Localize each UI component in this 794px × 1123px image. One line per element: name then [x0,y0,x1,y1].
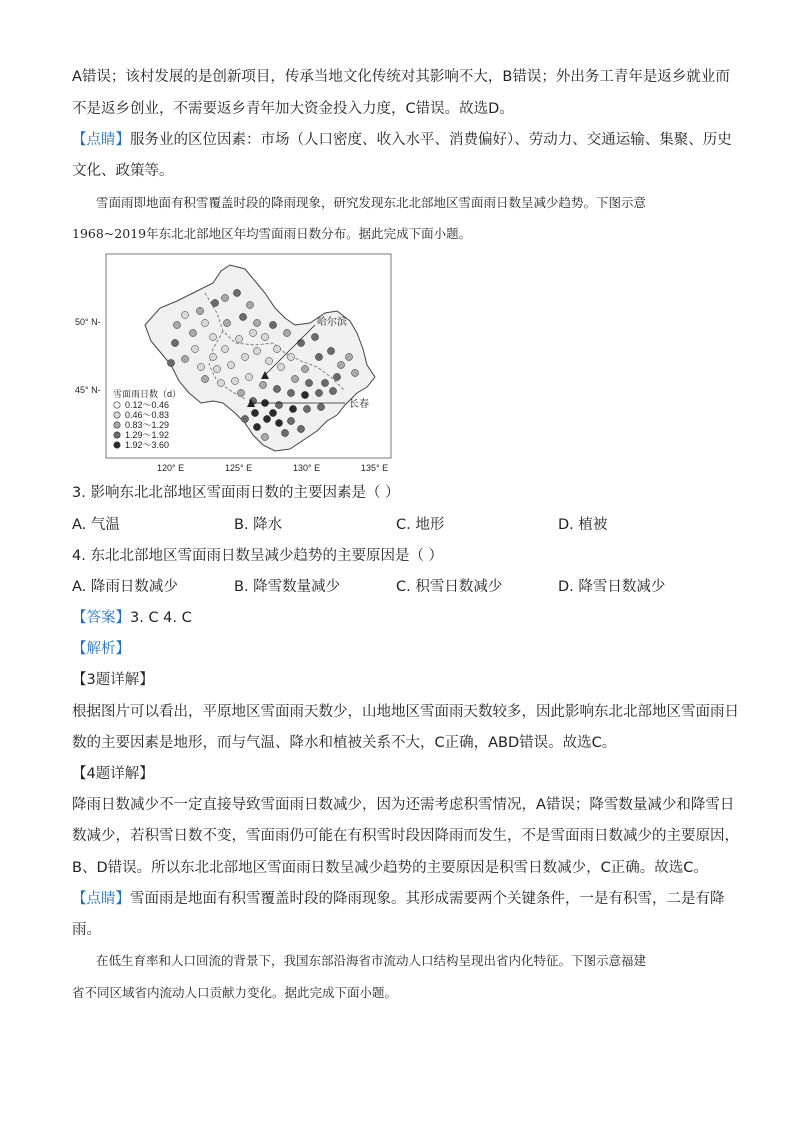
station-marker [223,319,230,326]
q4-option-d[interactable]: D. 降雪日数减少 [558,579,666,595]
station-marker [327,347,334,354]
text-line: 降雨日数减少不一定直接导致雪面雨日数减少，因为还需考虑积雪情况，A错误；降雪数量减少和降雪日 [72,797,735,813]
station-marker [253,423,260,430]
station-marker [261,333,268,340]
station-marker [337,361,344,368]
answer-line [72,608,192,628]
station-marker [311,333,318,340]
station-marker [197,363,204,370]
station-marker [329,387,336,394]
text-line: 根据图片可以看出，平原地区雪面雨天数少，山地地区雪面雨天数较多，因此影响东北北部地区雪面雨日 [72,704,739,720]
q3-option-b[interactable]: B. 降水 [234,517,283,533]
station-marker [275,419,282,426]
station-marker [233,289,240,296]
station-marker [246,301,253,308]
legend-label: 1.29～1.92 [125,430,170,440]
legend-swatch [114,432,120,438]
station-marker [265,357,272,364]
station-marker [253,319,260,326]
station-marker [297,425,304,432]
station-marker [221,294,228,301]
station-marker [213,365,220,372]
question-intro: 在低生育率和人口回流的背景下，我国东部沿海省市流动人口结构呈现出省内化特征。下图示意福建 [96,953,647,968]
station-marker [317,403,324,410]
station-marker [189,329,196,336]
legend-title: 雪面雨日数（d） [113,389,182,399]
detail-4-tag: 【4题详解】 [72,766,154,782]
legend-swatch [114,442,120,448]
station-marker [305,379,312,386]
station-marker [201,375,208,382]
lat-label: 50° N- [75,317,101,327]
text-line: 数减少，若积雪日数不变，雪面雨仍可能在有积雪时段因降雨而发生，不是雪面雨日数减少的主要原因， [72,828,739,844]
station-marker [275,401,282,408]
text-line: 文化、政策等。 [72,163,174,179]
station-marker [173,321,180,328]
legend-label: 0.12～0.46 [125,400,170,410]
dianjing-tag: 【点睛】 [72,132,130,148]
city-label-harbin: 哈尔滨 [317,317,347,328]
station-marker [181,311,188,318]
station-marker [237,389,244,396]
lon-label: 130° E [293,463,321,473]
q3-option-d[interactable]: D. 植被 [558,517,608,533]
q3-option-a[interactable]: A. 气温 [72,517,120,533]
station-marker [283,329,290,336]
station-marker [315,389,322,396]
station-marker [217,379,224,386]
station-marker [303,405,310,412]
q4-option-a[interactable]: A. 降雨日数减少 [72,579,178,595]
legend-label: 0.46～0.83 [125,410,170,420]
station-marker [291,375,298,382]
station-marker [249,329,256,336]
snow-rain-map [75,253,395,475]
lon-label: 120° E [157,463,185,473]
question-3: 3. 影响东北北部地区雪面雨日数的主要因素是（ ） [72,485,400,501]
station-marker [259,381,266,388]
station-marker [345,353,352,360]
detail-3-tag: 【3题详解】 [72,672,154,688]
lon-label: 135° E [361,463,389,473]
q3-option-c[interactable]: C. 地形 [396,517,445,533]
station-marker [263,415,270,422]
station-marker [333,373,340,380]
text-line: A错误；该村发展的是创新项目，传承当地文化传统对其影响不大，B错误；外出务工青年是返乡就业而 [72,69,730,85]
station-marker [273,385,280,392]
station-marker [273,345,280,352]
station-marker [235,335,242,342]
answer-text: 3. C 4. C [130,610,192,626]
station-marker [281,429,288,436]
question-intro: 省不同区域省内流动人口贡献力变化。据此完成下面小题。 [72,985,398,1000]
station-marker [301,365,308,372]
dianjing-paragraph [72,130,732,150]
station-marker [321,379,328,386]
text-line: 不是返乡创业，不需要返乡青年加大资金投入力度，C错误。故选D。 [72,101,514,117]
station-marker [297,339,304,346]
station-marker [351,369,358,376]
question-intro: 1968~2019年东北北部地区年均雪面雨日数分布。据此完成下面小题。 [72,226,472,241]
legend-label: 1.92～3.60 [125,440,170,450]
station-marker [269,321,276,328]
station-marker [315,353,322,360]
text-line: 数的主要因素是地形，而与气温、降水和植被关系不大，C正确，ABD错误。故选C。 [72,735,617,751]
station-marker [289,405,296,412]
station-marker [277,363,284,370]
legend-swatch [114,412,120,418]
station-marker [245,373,252,380]
station-marker [171,339,178,346]
question-4: 4. 东北北部地区雪面雨日数呈减少趋势的主要原因是（ ） [72,548,444,564]
station-marker [301,391,308,398]
station-marker [287,417,294,424]
station-marker [201,319,208,326]
answer-tag: 【答案】 [72,610,130,626]
station-marker [209,333,216,340]
station-marker [191,345,198,352]
lat-label: 45° N- [75,385,101,395]
legend-label: 0.83～1.29 [125,420,170,430]
station-marker [231,377,238,384]
station-marker [269,409,276,416]
legend-swatch [114,422,120,428]
station-marker [241,415,248,422]
station-marker [251,409,258,416]
question-intro: 雪面雨即地面有积雪覆盖时段的降雨现象，研究发现东北北部地区雪面雨日数呈减少趋势。下图示意 [96,195,647,210]
legend-swatch [114,402,120,408]
station-marker [209,353,216,360]
station-marker [167,359,174,366]
station-marker [287,353,294,360]
dianjing-tag: 【点睛】 [72,891,130,907]
dianjing-text: 服务业的区位因素：市场（人口密度、收入水平、消费偏好）、劳动力、交通运输、集聚、历史 [130,132,732,148]
dianjing-text: 雪面雨是地面有积雪覆盖时段的降雨现象。其形成需要两个关键条件，一是有积雪，二是有降 [130,891,725,907]
station-marker [287,389,294,396]
dianjing-paragraph [72,889,725,909]
station-marker [181,355,188,362]
city-label-changchun: 长春 [349,399,369,410]
station-marker [261,433,268,440]
station-marker [211,299,218,306]
lon-label: 125° E [225,463,253,473]
text-line: 雨。 [72,922,101,938]
q4-option-c[interactable]: C. 积雪日数减少 [396,579,503,595]
text-line: B、D错误。所以东北北部地区雪面雨日数呈减少趋势的主要原因是积雪日数减少，C正确。故选C。 [72,860,708,876]
q4-option-b[interactable]: B. 降雪数量减少 [234,579,341,595]
station-marker [227,361,234,368]
station-marker [196,307,203,314]
analysis-tag: 【解析】 [72,641,130,657]
station-marker [253,347,260,354]
station-marker [239,313,246,320]
station-marker [241,353,248,360]
station-marker [221,345,228,352]
